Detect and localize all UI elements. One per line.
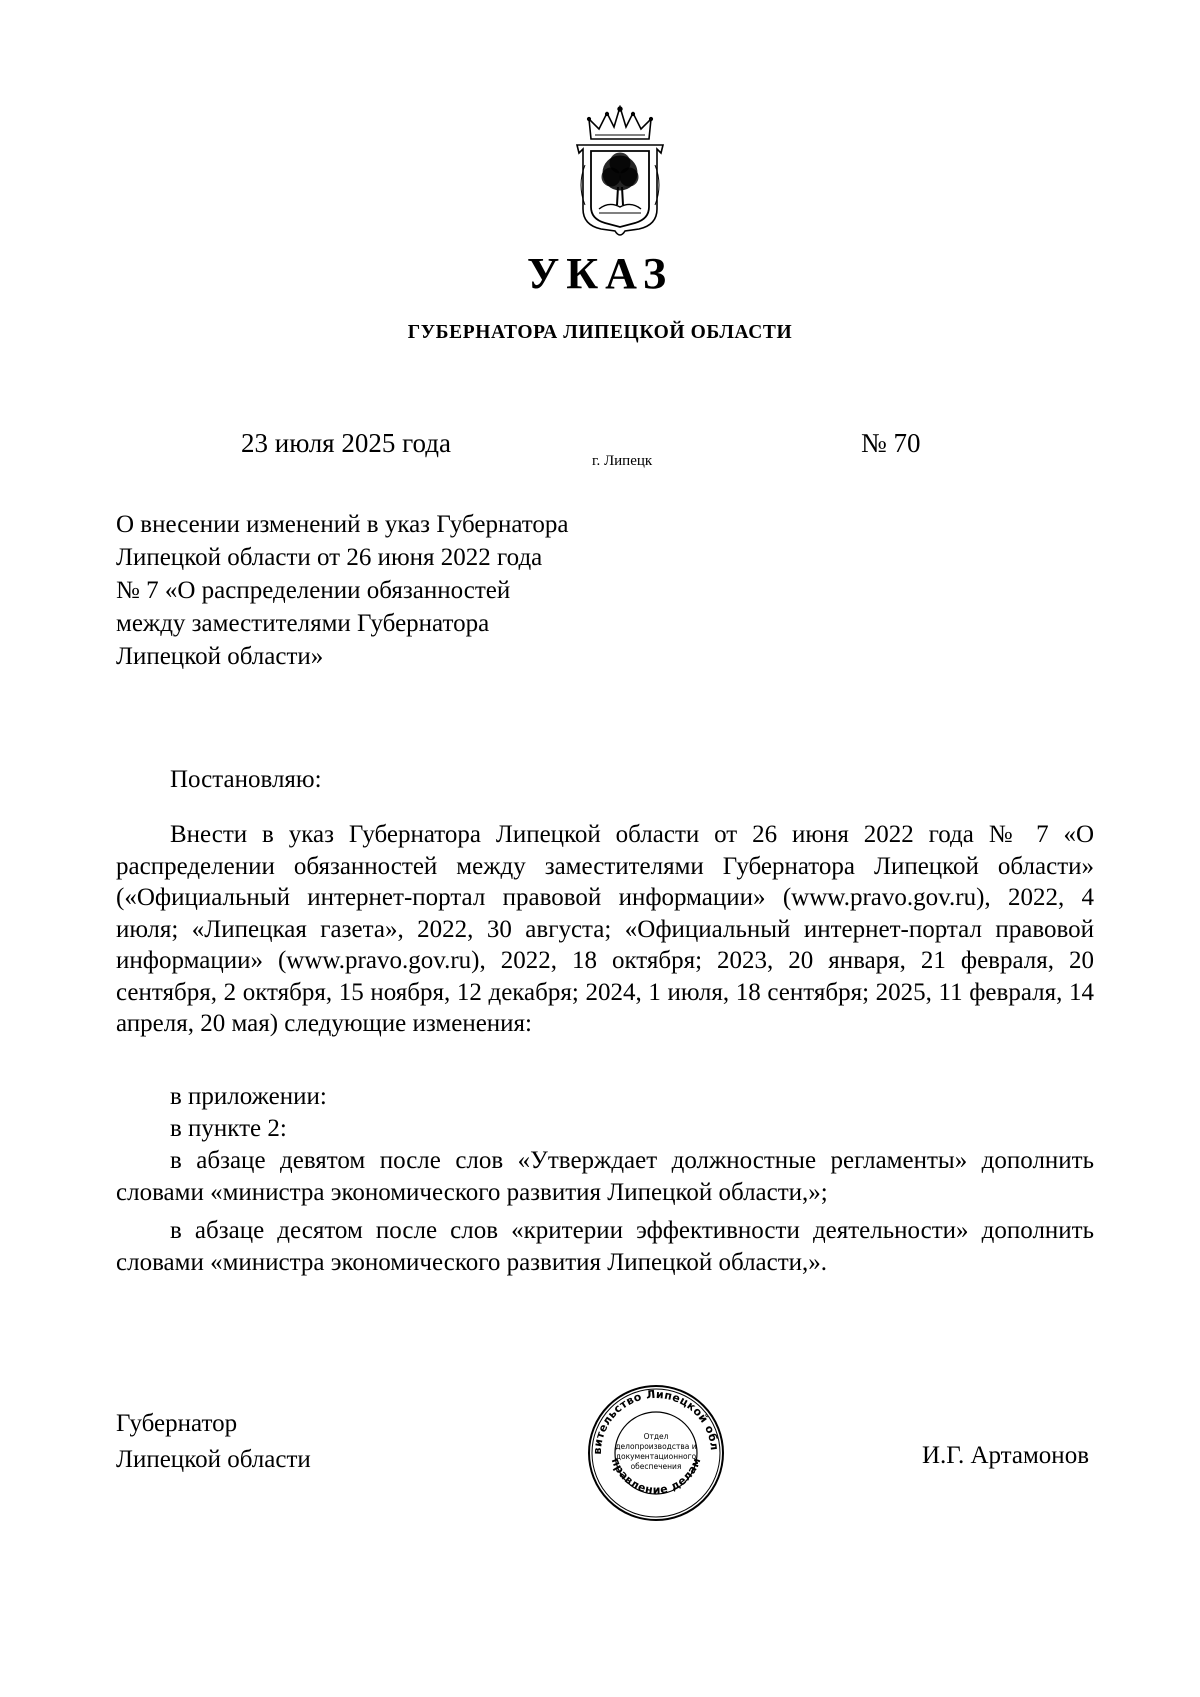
document-number: № 70 [861,428,921,458]
official-seal-icon [586,1383,726,1523]
document-date: 23 июля 2025 года [241,428,451,458]
amendment-paragraph: в абзаце девятом после слов «Утверждает должностные регламенты» дополнить словами «министра экономического развития Липецкой области,»; [116,1147,1094,1206]
main-paragraph: Внести в указ Губернатора Липецкой области от 26 июня 2022 года № 7 «О распределении обязанностей между заместителями Губернатора Липецкой области» («Официальный интернет-портал правовой информации» (www.pravo.gov.ru), 2022, 4 июля; «Липецкая газета», 2022, 30 августа; «Официальный интернет-портал правовой информации» (www.pravo.gov.ru), 2022, 18 октября; 2023, 20 января, 21 февраля, 20 сентября, 2 октября, 15 ноября, 12 декабря; 2024, 1 июля, 18 сентября; 2025, 11 февраля, 14 апреля, 20 мая) следующие изменения: [116,821,1094,1037]
seal-bottom-text: правление делам [608,1455,704,1497]
seal-center-line: делопроизводства и [615,1442,697,1451]
seal-center-line: Отдел [643,1432,669,1441]
document-city: г. Липецк [592,453,653,469]
signer-name: И.Г. Артамонов [922,1442,1089,1469]
document-type-title: УКАЗ [526,249,674,298]
signer-position-line: Липецкой области [116,1446,311,1473]
amendment-paragraph: в пункте 2: [170,1115,287,1142]
subject-line: О внесении изменений в указ Губернатора [116,511,569,538]
signer-position-line: Губернатор [116,1410,238,1437]
seal-center-line: документационного [615,1452,697,1461]
seal-center-line: обеспечения [630,1462,682,1471]
subject-line: между заместителями Губернатора [116,610,490,637]
issuer-subtitle: ГУБЕРНАТОРА ЛИПЕЦКОЙ ОБЛАСТИ [407,322,793,343]
subject-line: № 7 «О распределении обязанностей [116,577,511,604]
signer-position [116,1406,311,1478]
subject-line: Липецкой области от 26 июня 2022 года [116,544,543,571]
document-subject [116,508,676,673]
subject-line: Липецкой области» [116,643,324,670]
decree-word: Постановляю: [170,766,322,793]
amendment-paragraph: в приложении: [170,1083,327,1110]
seal-outer-text: вительство Липецкой обл [590,1387,722,1455]
amendment-paragraph: в абзаце десятом после слов «критерии эффективности деятельности» дополнить словами «министра экономического развития Липецкой области,». [116,1217,1094,1276]
coat-of-arms-icon [569,105,671,242]
